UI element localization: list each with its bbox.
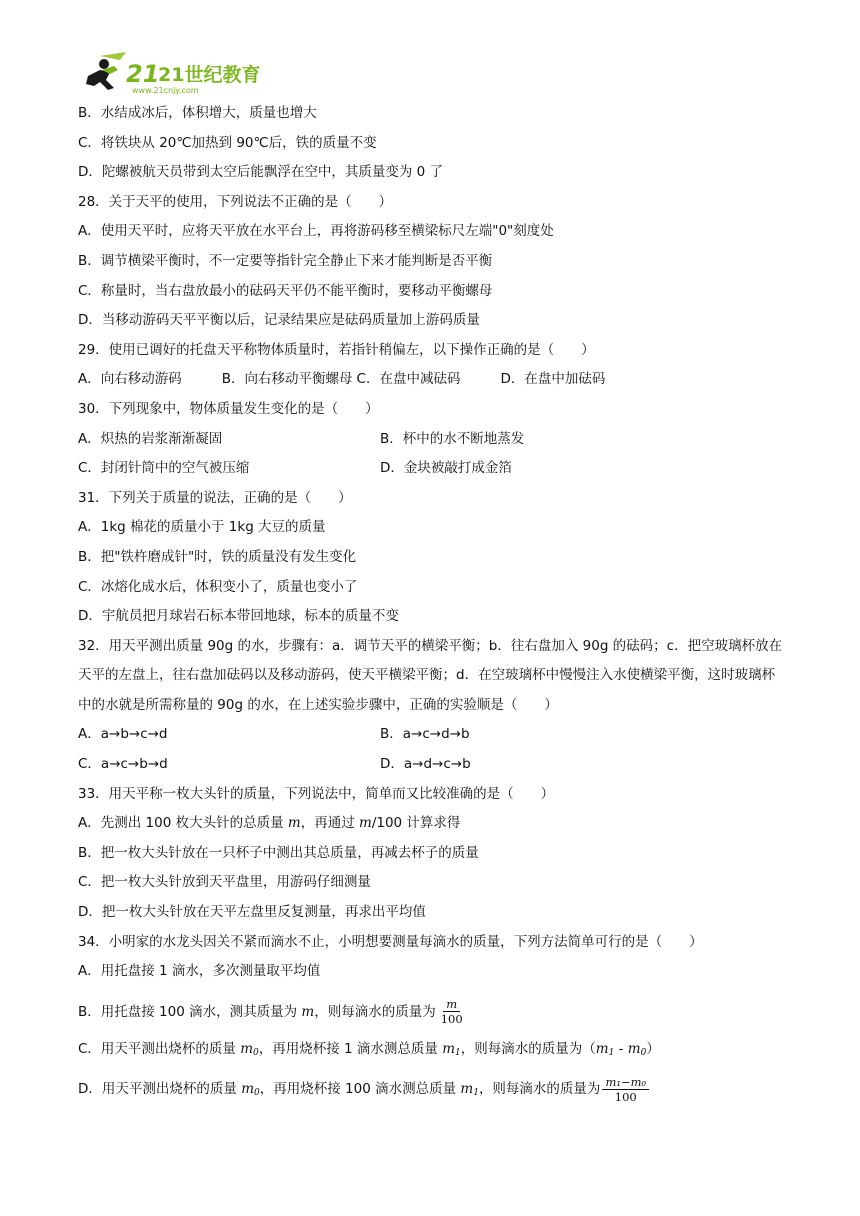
q34d-text-post: ，则每滴水的质量为 bbox=[478, 1081, 601, 1098]
q33a-text: A．先测出 100 枚大头针的总质量 bbox=[78, 815, 288, 832]
q34-option-a: A．用托盘接 1 滴水，多次测量取平均值 bbox=[78, 963, 321, 980]
q32-options-row1 bbox=[78, 720, 798, 750]
q34b-fraction bbox=[438, 997, 466, 1026]
question-content bbox=[78, 99, 798, 1108]
q34d-fraction bbox=[602, 1075, 649, 1104]
q30-options-row2 bbox=[78, 454, 798, 484]
site-logo bbox=[80, 50, 260, 96]
q30-option-d: D．金块被敲打成金箔 bbox=[380, 460, 512, 477]
q28-option-b: B．调节横梁平衡时，不一定要等指针完全静止下来才能判断是否平衡 bbox=[78, 252, 493, 269]
q30-options-row1 bbox=[78, 425, 798, 455]
q34-stem: 34．小明家的水龙头因关不紧而滴水不止，小明想要测量每滴水的质量，下列方法简单可行的是（ ） bbox=[78, 933, 703, 950]
q33-option-c: C．把一枚大头针放到天平盘里，用游码仔细测量 bbox=[78, 874, 371, 891]
q34d-var-m0: m bbox=[241, 1081, 254, 1098]
q33-option-d: D．把一枚大头针放在天平左盘里反复测量，再求出平均值 bbox=[78, 904, 426, 921]
q27-option-c: C．将铁块从 20℃加热到 90℃后，铁的质量不变 bbox=[78, 134, 377, 151]
q32-option-d: D．a→d→c→b bbox=[380, 756, 471, 773]
q31-option-a: A．1kg 棉花的质量小于 1kg 大豆的质量 bbox=[78, 519, 326, 536]
q33-option-a bbox=[78, 809, 798, 839]
q34c-text-post: ，则每滴水的质量为（ bbox=[460, 1040, 596, 1057]
q34-option-c bbox=[78, 1035, 798, 1065]
q27-option-d: D．陀螺被航天员带到太空后能飘浮在空中，其质量变为 0 了 bbox=[78, 164, 444, 181]
q34c-var-m1: m bbox=[442, 1040, 456, 1057]
q27-option-b: B．水结成冰后，体积增大，质量也增大 bbox=[78, 105, 317, 121]
q34c-expr-m0: m bbox=[627, 1040, 641, 1057]
q28-option-c: C．称量时，当右盘放最小的砝码天平仍不能平衡时，要移动平衡螺母 bbox=[78, 282, 493, 299]
q34d-text: D．用天平测出烧杯的质量 bbox=[78, 1081, 242, 1098]
svg-text:21: 21 bbox=[126, 60, 160, 88]
q33-stem: 33．用天平称一枚大头针的质量，下列说法中，简单而又比较准确的是（ ） bbox=[78, 785, 555, 802]
q34b-var-m: m bbox=[301, 1003, 315, 1020]
q34d-sub0: 0 bbox=[254, 1088, 260, 1099]
q29-options bbox=[78, 365, 798, 395]
q31-stem: 31．下列关于质量的说法，正确的是（ ） bbox=[78, 489, 352, 506]
q34c-text-mid: ，再用烧杯接 1 滴水测总质量 bbox=[258, 1040, 443, 1057]
q31-option-b: B．把"铁杵磨成针"时，铁的质量没有发生变化 bbox=[78, 548, 357, 565]
q33a-text-post: /100 计算求得 bbox=[371, 815, 461, 832]
q29-option-a: A．向右移动游码 bbox=[78, 371, 182, 388]
logo-text: 21世纪教育 bbox=[158, 64, 260, 86]
q34c-minus: - bbox=[614, 1040, 628, 1057]
q28-stem: 28．关于天平的使用，下列说法不正确的是（ ） bbox=[78, 193, 393, 210]
q31-option-c: C．冰熔化成水后，体积变小了，质量也变小了 bbox=[78, 578, 358, 595]
q34c-text: C．用天平测出烧杯的质量 bbox=[78, 1040, 241, 1057]
q33-option-b: B．把一枚大头针放在一只杯子中测出其总质量，再减去杯子的质量 bbox=[78, 844, 479, 861]
q30-option-b: B．杯中的水不断地蒸发 bbox=[380, 430, 525, 447]
q33a-var-m: m bbox=[287, 815, 301, 832]
q29-stem: 29．使用已调好的托盘天平称物体质量时，若指针稍偏左，以下操作正确的是（ ） bbox=[78, 341, 595, 358]
q34d-numerator: m₁−m₀ bbox=[602, 1075, 649, 1090]
q34c-sub0: 0 bbox=[253, 1047, 259, 1058]
logo-url: www.21cnjy.com bbox=[132, 86, 199, 95]
q34c-expr-m1: m bbox=[595, 1040, 609, 1057]
q31-option-d: D．宇航员把月球岩石标本带回地球，标本的质量不变 bbox=[78, 608, 399, 625]
q29-option-c: C．在盘中减砝码 bbox=[356, 371, 461, 388]
q29-option-d: D．在盘中加砝码 bbox=[500, 371, 606, 388]
q34-option-d bbox=[78, 1070, 798, 1108]
q34c-var-m0: m bbox=[240, 1040, 254, 1057]
q34b-denominator: 100 bbox=[440, 1012, 463, 1027]
q32-options-row2 bbox=[78, 750, 798, 780]
q33a-text-mid: ，再通过 bbox=[300, 815, 359, 832]
q32-stem: 32．用天平测出质量 90g 的水，步骤有：a．调节天平的横梁平衡；b．往右盘加入 90g 的砝码；c．把空玻璃杯放在天平的左盘上，往右盘加砝码以及移动游码，使天平横梁平衡；d．在空玻璃杯中慢慢注入水使横梁平衡，这时玻璃杯中的水就是所需称量的 90g 的水，在上述实验步骤中，正确的实验顺是（ ） bbox=[78, 637, 783, 713]
q34d-denominator: 100 bbox=[614, 1089, 637, 1104]
q30-option-a: A．炽热的岩浆渐渐凝固 bbox=[78, 430, 223, 447]
q28-option-d: D．当移动游码天平平衡以后，记录结果应是砝码质量加上游码质量 bbox=[78, 312, 480, 329]
q34b-text-post: ，则每滴水的质量为 bbox=[314, 1003, 436, 1020]
q34b-numerator: m bbox=[443, 997, 460, 1012]
q32-option-c: C．a→c→b→d bbox=[78, 756, 168, 773]
runner-icon bbox=[80, 50, 260, 96]
q34c-sub1: 1 bbox=[455, 1047, 461, 1058]
q34c-close: ） bbox=[646, 1040, 660, 1057]
q32-option-b: B．a→c→d→b bbox=[380, 726, 470, 743]
q34d-sub1: 1 bbox=[473, 1088, 479, 1099]
q33a-var-m2: m bbox=[359, 815, 372, 832]
q28-option-a: A．使用天平时，应将天平放在水平台上，再将游码移至横梁标尺左端"0"刻度处 bbox=[78, 223, 554, 240]
q30-stem: 30．下列现象中，物体质量发生变化的是（ ） bbox=[78, 400, 379, 417]
q34b-text: B．用托盘接 100 滴水，测其质量为 bbox=[78, 1003, 302, 1020]
q32-option-a: A．a→b→c→d bbox=[78, 726, 168, 743]
q34c-expr-sub0: 0 bbox=[640, 1047, 647, 1058]
q30-option-c: C．封闭针筒中的空气被压缩 bbox=[78, 460, 250, 477]
q34c-expr-sub1: 1 bbox=[608, 1047, 615, 1058]
q34d-var-m1: m bbox=[460, 1081, 474, 1098]
q34d-text-mid: ，再用烧杯接 100 滴水测总质量 bbox=[259, 1081, 461, 1098]
q29-option-b: B．向右移动平衡螺母 bbox=[221, 371, 353, 388]
q34-option-b bbox=[78, 993, 798, 1031]
